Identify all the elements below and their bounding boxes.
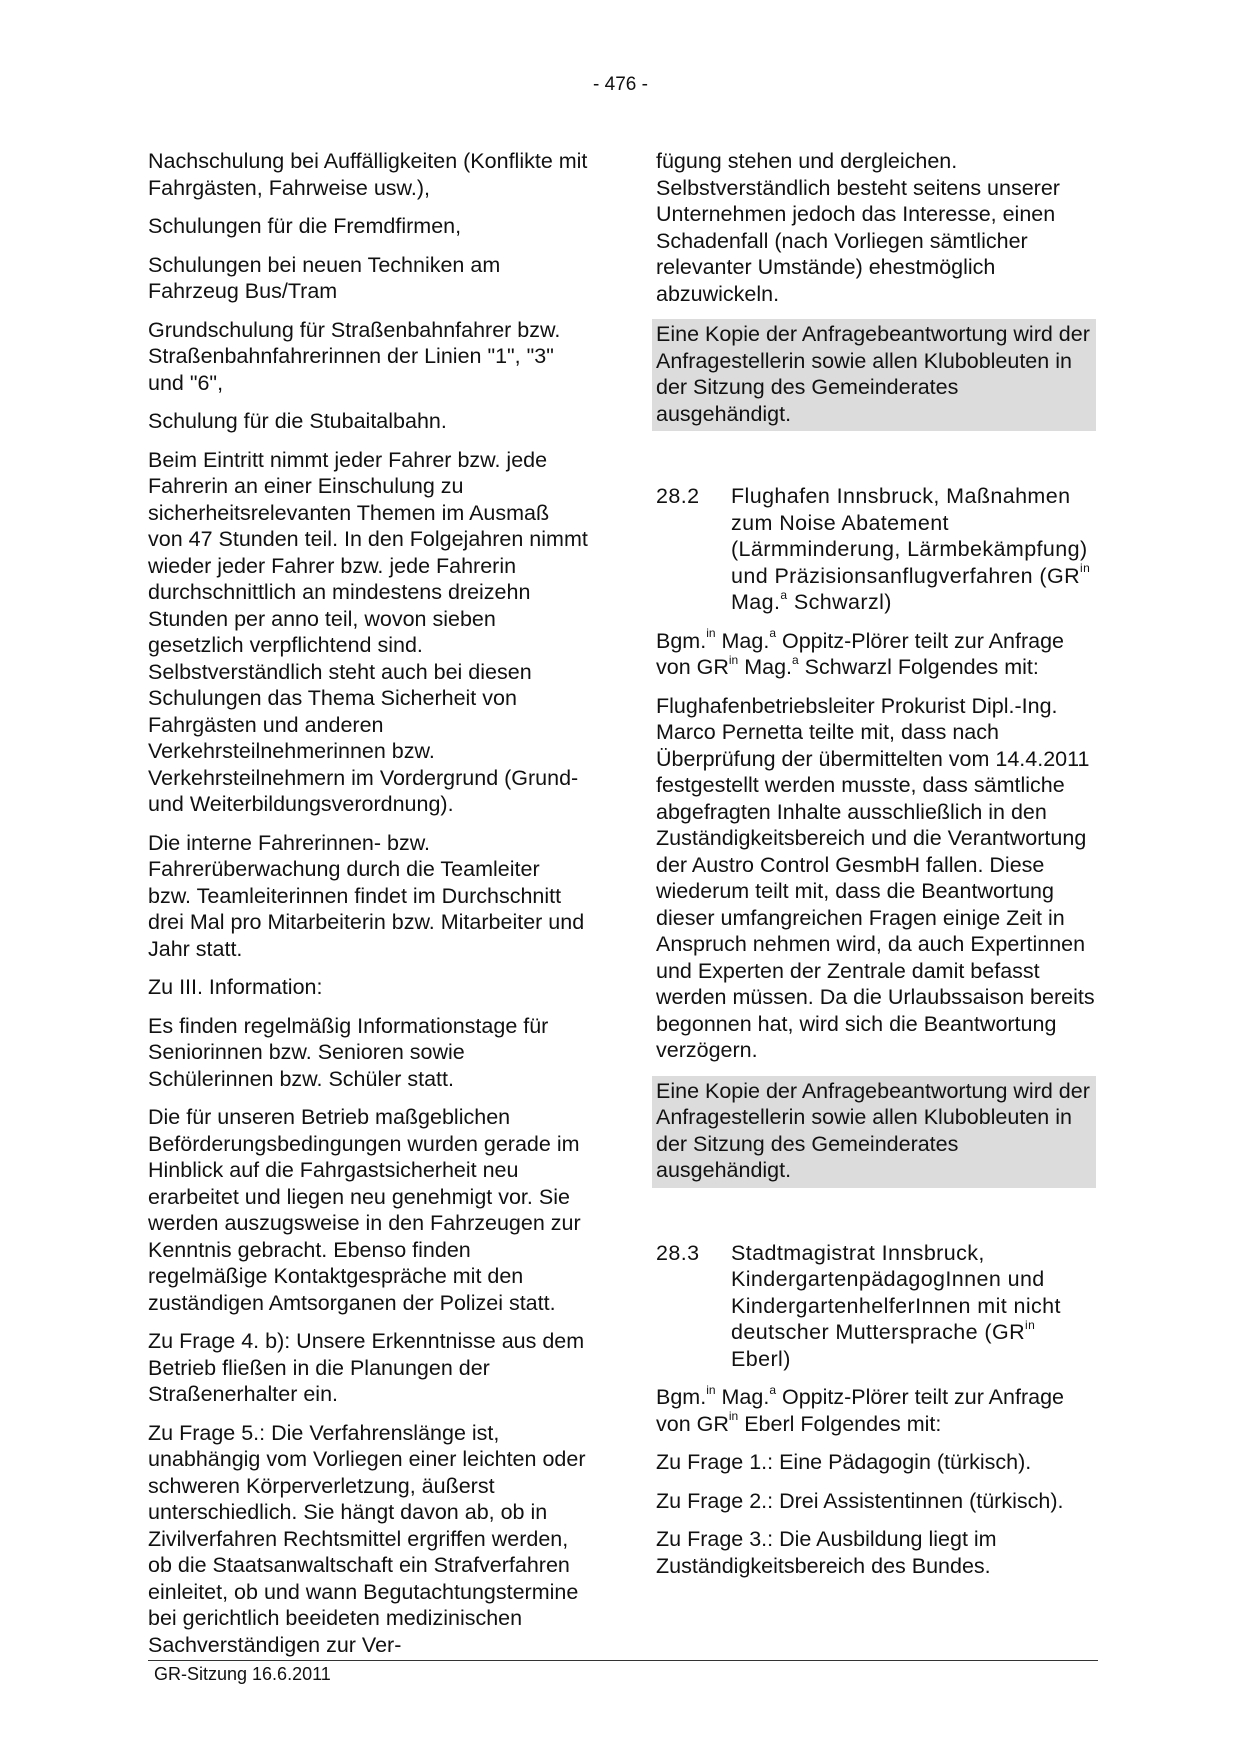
- section-title-text: Schwarzl): [787, 590, 892, 614]
- page-number: - 476 -: [593, 74, 648, 95]
- section-title: [731, 1240, 1096, 1373]
- text: Mag.: [715, 628, 770, 653]
- superscript: a: [792, 652, 799, 667]
- intro-paragraph: [656, 628, 1096, 681]
- text: Mag.: [715, 1385, 770, 1409]
- paragraph: Zu Frage 3.: Die Ausbildung liegt im Zuständigkeitsbereich des Bundes.: [656, 1527, 997, 1578]
- superscript: in: [706, 1382, 716, 1397]
- footer-session-date: GR-Sitzung 16.6.2011: [154, 1664, 331, 1684]
- superscript: in: [706, 626, 716, 641]
- right-column: [656, 148, 1096, 1591]
- superscript: in: [728, 1409, 739, 1424]
- section-title-text: Mag.: [731, 590, 781, 614]
- text: Oppitz-Plörer teilt zur Anfrage von GR: [656, 1385, 1064, 1436]
- paragraph: Zu Frage 4. b): Unsere Erkenntnisse aus dem Betrieb fließen in die Planungen der Straßenerhalter ein.: [148, 1329, 585, 1406]
- text: Bgm.: [656, 1385, 707, 1409]
- superscript: in: [1025, 1317, 1036, 1332]
- paragraph: Die interne Fahrerinnen- bzw. Fahrerüberwachung durch die Teamleiter bzw. Teamleiterinnen findet im Durchschnitt drei Mal pro Mitarbeiterin bzw. Mitarbeiter und Jahr statt.: [148, 830, 585, 961]
- text: Bgm.: [656, 628, 707, 653]
- paragraph: Zu Frage 2.: Drei Assistentinnen (türkisch).: [656, 1488, 1064, 1513]
- paragraph: Schulungen für die Fremdfirmen,: [148, 214, 462, 238]
- paragraph: Flughafenbetriebsleiter Prokurist Dipl.-Ing. Marco Pernetta teilte mit, dass nach Überprüfung der übermittelten vom 14.4.2011 festgestellt werden musste, dass sämtliche abgefragten Inhalte ausschließlich in den Zuständigkeitsbereich und die Verantwortung der Austro Control GesmbH fallen. Diese wiederum teilt mit, dass die Beantwortung dieser umfangreichen Fragen einige Zeit in Anspruch nehmen wird, da auch Expertinnen und Experten der Zentrale damit befasst werden müssen. Da die Urlaubssaison bereits begonnen hat, wird sich die Beantwortung verzögern.: [656, 693, 1095, 1062]
- section-heading-28-3: [656, 1240, 1096, 1373]
- copy-note-highlight: Eine Kopie der Anfragebeantwortung wird der Anfragestellerin sowie allen Klubobleuten in der Sitzung des Gemeinderates ausgehändigt.: [652, 1076, 1096, 1188]
- text: Eberl Folgendes mit:: [738, 1411, 942, 1436]
- copy-note-highlight: Eine Kopie der Anfragebeantwortung wird der Anfragestellerin sowie allen Klubobleuten in der Sitzung des Gemeinderates ausgehändigt.: [652, 319, 1096, 431]
- section-title-text: Stadtmagistrat Innsbruck, KindergartenpädagogInnen und KindergartenhelferInnen mit nicht deutscher Muttersprache (GR: [731, 1240, 1061, 1344]
- text: Oppitz-Plörer teilt zur Anfrage von GR: [656, 628, 1064, 679]
- paragraph: Die für unseren Betrieb maßgeblichen Beförderungsbedingungen wurden gerade im Hinblick auf die Fahrgastsicherheit neu erarbeitet und liegen neu genehmigt vor. Sie werden auszugsweise in den Fahrzeugen zur Kenntnis gebracht. Ebenso finden regelmäßige Kontaktgespräche mit den zuständigen Amtsorganen der Polizei statt.: [148, 1105, 581, 1315]
- section-number: 28.3: [656, 1240, 700, 1265]
- superscript: a: [769, 626, 776, 641]
- section-number: 28.2: [656, 484, 700, 508]
- footer-divider: [148, 1660, 1098, 1661]
- left-column: [148, 148, 588, 1670]
- section-heading-28-2: [656, 483, 1096, 616]
- section-title-text: Flughafen Innsbruck, Maßnahmen zum Noise Abatement (Lärmminderung, Lärmbekämpfung) und Präzisionsanflugverfahren (GR: [731, 484, 1088, 588]
- superscript: a: [769, 1382, 776, 1397]
- section-title: [731, 483, 1096, 616]
- paragraph: Zu III. Information:: [148, 975, 323, 999]
- section-title-text: Eberl): [731, 1346, 791, 1371]
- paragraph: Zu Frage 1.: Eine Pädagogin (türkisch).: [656, 1450, 1032, 1474]
- paragraph: Schulung für die Stubaitalbahn.: [148, 409, 447, 433]
- paragraph: Nachschulung bei Auffälligkeiten (Konflikte mit Fahrgästen, Fahrweise usw.),: [148, 149, 588, 200]
- paragraph: Grundschulung für Straßenbahnfahrer bzw. Straßenbahnfahrerinnen der Linien "1", "3" und "6",: [148, 317, 561, 395]
- paragraph: Schulungen bei neuen Techniken am Fahrzeug Bus/Tram: [148, 252, 501, 303]
- superscript: a: [780, 587, 788, 602]
- intro-paragraph: [656, 1384, 1096, 1437]
- superscript: in: [1080, 561, 1091, 576]
- paragraph: fügung stehen und dergleichen. Selbstverständlich besteht seitens unserer Unternehmen jedoch das Interesse, einen Schadenfall (nach Vorliegen sämtlicher relevanter Umstände) ehestmöglich abzuwickeln.: [656, 149, 1060, 306]
- superscript: in: [728, 652, 739, 667]
- text: Mag.: [738, 655, 793, 679]
- paragraph: Es finden regelmäßig Informationstage für Seniorinnen bzw. Senioren sowie Schülerinnen bzw. Schüler statt.: [148, 1013, 549, 1091]
- text: Schwarzl Folgendes mit:: [798, 655, 1039, 679]
- paragraph: Beim Eintritt nimmt jeder Fahrer bzw. jede Fahrerin an einer Einschulung zu sicherheitsrelevanten Themen im Ausmaß von 47 Stunden teil. In den Folgejahren nimmt wieder jeder Fahrer bzw. jede Fahrerin durchschnittlich an mindestens dreizehn Stunden per anno teil, wovon sieben gesetzlich verpflichtend sind. Selbstverständlich steht auch bei diesen Schulungen das Thema Sicherheit von Fahrgästen und anderen Verkehrsteilnehmerinnen bzw. Verkehrsteilnehmern im Vordergrund (Grund- und Weiterbildungsverordnung).: [148, 447, 588, 816]
- paragraph: Zu Frage 5.: Die Verfahrenslänge ist, unabhängig vom Vorliegen einer leichten oder schweren Körperverletzung, äußerst unterschiedlich. Sie hängt davon ab, ob in Zivilverfahren Rechtsmittel ergriffen werden, ob die Staatsanwaltschaft ein Strafverfahren einleitet, ob und wann Begutachtungstermine bei gerichtlich beeideten medizinischen Sachverständigen zur Ver-: [148, 1420, 586, 1657]
